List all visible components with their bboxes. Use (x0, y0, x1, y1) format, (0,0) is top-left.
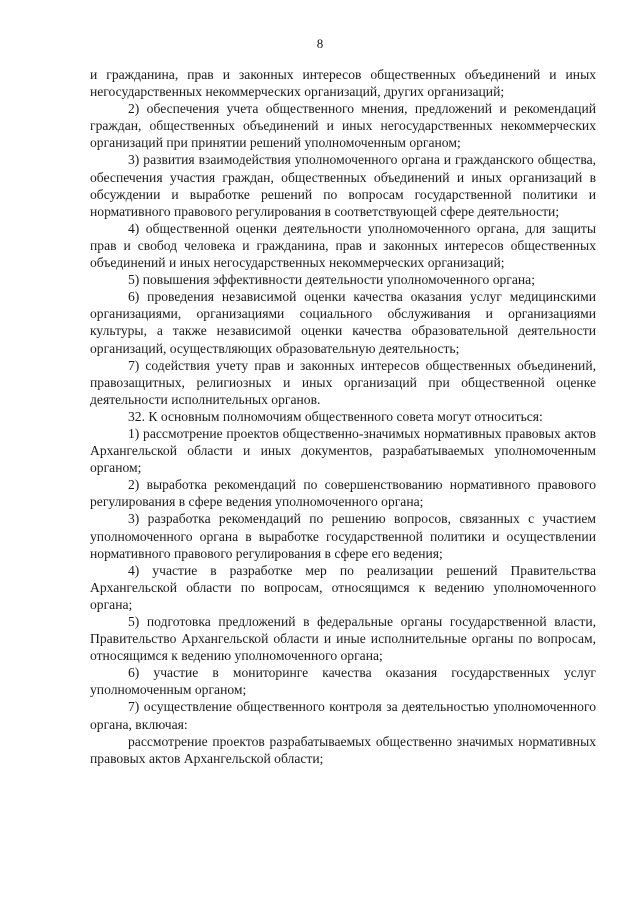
paragraph-item-4: 4) общественной оценки деятельности уполномоченного органа, для защиты прав и свобод человека и гражданина, прав и законных интересов общественных объединений и иных негосударственных некоммерческих организаций; (90, 220, 596, 271)
paragraph-power-3: 3) разработка рекомендаций по решению вопросов, связанных с участием уполномоченного органа в выработке государственной политики и осуществлении нормативного правового регулирования в сфере его ведения; (90, 511, 596, 561)
paragraph-power-7-subitem: рассмотрение проектов разрабатываемых общественно значимых нормативных правовых актов Архангельской области; (90, 733, 596, 766)
paragraph-power-6: 6) участие в мониторинге качества оказания государственных услуг уполномоченным органом; (90, 665, 596, 698)
paragraph-item-7: 7) содействия учету прав и законных интересов общественных объединений, правозащитных, религиозных и иных организаций при общественной оценке деятельности исполнительных органов. (90, 357, 596, 407)
paragraph-power-1: 1) рассмотрение проектов общественно-значимых нормативных правовых актов Архангельской области и иных документов, разрабатываемых уполномоченным органом; (90, 425, 596, 476)
page-number: 8 (316, 36, 324, 51)
paragraph-power-7: 7) осуществление общественного контроля за деятельностью уполномоченного органа, включая: (90, 699, 596, 732)
paragraph-continuation: и гражданина, прав и законных интересов общественных объединений и иных негосударственных некоммерческих организаций, других организаций; (90, 67, 596, 100)
paragraph-item-6: 6) проведения независимой оценки качества оказания услуг медицинскими организациями, организациями социального обслуживания и организациями культуры, а также независимой оценки качества образовательной деятельности организаций, осуществляющих образовательную деятельность; (90, 289, 596, 356)
paragraph-power-5: 5) подготовка предложений в федеральные органы государственной власти, Правительство Архангельской области и иные исполнительные органы по вопросам, относящимся к ведению уполномоченного органа; (90, 614, 596, 664)
paragraph-power-4: 4) участие в разработке мер по реализации решений Правительства Архангельской области по вопросам, относящимся к ведению уполномоченного органа; (90, 562, 596, 612)
paragraph-power-2: 2) выработка рекомендаций по совершенствованию нормативного правового регулирования в сфере ведения уполномоченного органа; (90, 477, 596, 510)
paragraph-item-3: 3) развития взаимодействия уполномоченного органа и гражданского общества, обеспечения участия граждан, общественных объединений и иных организаций в обсуждении и выработке решений по вопросам государственной политики и нормативного правового регулирования в соответствующей сфере деятельности; (90, 152, 596, 219)
paragraph-clause-32: 32. К основным полномочиям общественного совета могут относиться: (128, 408, 543, 424)
paragraph-item-5: 5) повышения эффективности деятельности уполномоченного органа; (128, 272, 535, 288)
paragraph-item-2: 2) обеспечения учета общественного мнения, предложений и рекомендаций граждан, общественных объединений и иных негосударственных некоммерческих организаций при принятии решений уполномоченным органом; (90, 101, 596, 151)
document-text (90, 66, 596, 767)
